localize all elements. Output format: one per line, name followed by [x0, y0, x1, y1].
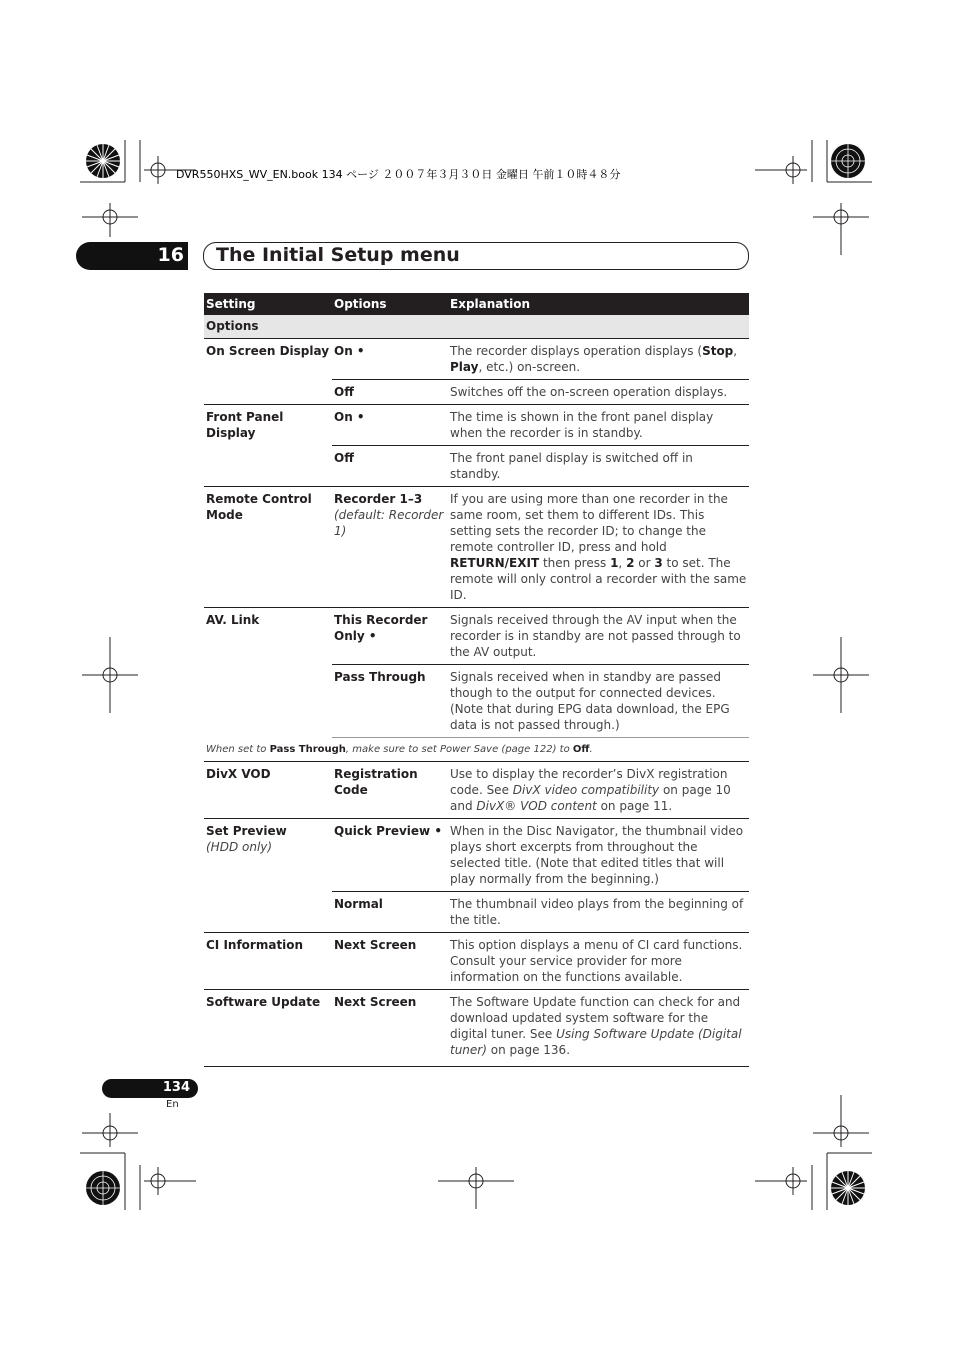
explanation-cell: The recorder displays operation displays (Stop, Play, etc.) on-screen. [448, 339, 749, 380]
option-cell: Normal [332, 892, 448, 933]
table-row [204, 819, 749, 892]
option-cell: Registration Code [332, 762, 448, 819]
table-row [204, 339, 749, 380]
option-cell: Next Screen [332, 990, 448, 1067]
option-cell: Quick Preview • [332, 819, 448, 892]
header-explanation: Explanation [448, 293, 749, 315]
settings-table [204, 293, 749, 1067]
page-number-tab [102, 1079, 198, 1098]
explanation-cell: The time is shown in the front panel display when the recorder is in standby. [448, 405, 749, 446]
explanation-cell: The Software Update function can check for and download updated system software for the digital tuner. See Using Software Update (Digital tuner) on page 136. [448, 990, 749, 1067]
chapter-number: 16 [157, 244, 184, 266]
header-options: Options [332, 293, 448, 315]
explanation-cell: When in the Disc Navigator, the thumbnail video plays short excerpts from throughout the selected title. (Note that edited titles that will play normally from the beginning.) [448, 819, 749, 892]
note-row [204, 738, 749, 762]
explanation-cell: The thumbnail video plays from the beginning of the title. [448, 892, 749, 933]
option-cell: On • [332, 339, 448, 380]
page-language: En [166, 1099, 179, 1110]
explanation-cell: Use to display the recorder’s DivX registration code. See DivX video compatibility on page 10 and DivX® VOD content on page 11. [448, 762, 749, 819]
setting-remote-control-mode: Remote Control Mode [204, 487, 332, 608]
section-label: Options [204, 315, 749, 339]
setting-ci-information: CI Information [204, 933, 332, 990]
setting-set-preview: Set Preview (HDD only) [204, 819, 332, 933]
av-link-note: When set to Pass Through, make sure to set Power Save (page 122) to Off. [204, 738, 749, 762]
explanation-cell: Switches off the on-screen operation displays. [448, 380, 749, 405]
explanation-cell: If you are using more than one recorder in the same room, set them to different IDs. This setting sets the recorder ID; to change the remote controller ID, press and hold RETURN/EXIT then press 1, 2 or 3 to set. The remote will only control a recorder with the same ID. [448, 487, 749, 608]
section-row [204, 315, 749, 339]
option-cell: Next Screen [332, 933, 448, 990]
table-row [204, 608, 749, 665]
option-cell: Off [332, 380, 448, 405]
explanation-cell: This option displays a menu of CI card functions. Consult your service provider for more information on the functions available. [448, 933, 749, 990]
setting-front-panel-display: Front Panel Display [204, 405, 332, 487]
page-number: 134 [162, 1080, 190, 1095]
table-row [204, 990, 749, 1067]
explanation-cell: Signals received through the AV input when the recorder is in standby are not passed through to the AV output. [448, 608, 749, 665]
table-header-row [204, 293, 749, 315]
setting-on-screen-display: On Screen Display [204, 339, 332, 405]
option-cell: Off [332, 446, 448, 487]
print-header: DVR550HXS_WV_EN.book 134 ページ ２００７年３月３０日 金曜日 午前１０時４８分 [176, 168, 621, 181]
explanation-cell: Signals received when in standby are passed though to the output for connected devices. (Note that during EPG data download, the EPG data is not passed through.) [448, 665, 749, 738]
table-row [204, 487, 749, 608]
setting-software-update: Software Update [204, 990, 332, 1067]
table-row [204, 405, 749, 446]
table-row [204, 762, 749, 819]
table-row [204, 933, 749, 990]
chapter-number-tab [76, 242, 188, 270]
explanation-cell: The front panel display is switched off in standby. [448, 446, 749, 487]
chapter-title: The Initial Setup menu [216, 244, 460, 266]
setting-av-link: AV. Link [206, 613, 260, 627]
setting-divx-vod: DivX VOD [204, 762, 332, 819]
chapter-title-box [203, 242, 749, 270]
header-setting: Setting [204, 293, 332, 315]
option-cell: On • [332, 405, 448, 446]
option-cell: This Recorder Only • [332, 608, 448, 665]
option-cell: Pass Through [332, 665, 448, 738]
option-cell: Recorder 1–3 (default: Recorder 1) [332, 487, 448, 608]
